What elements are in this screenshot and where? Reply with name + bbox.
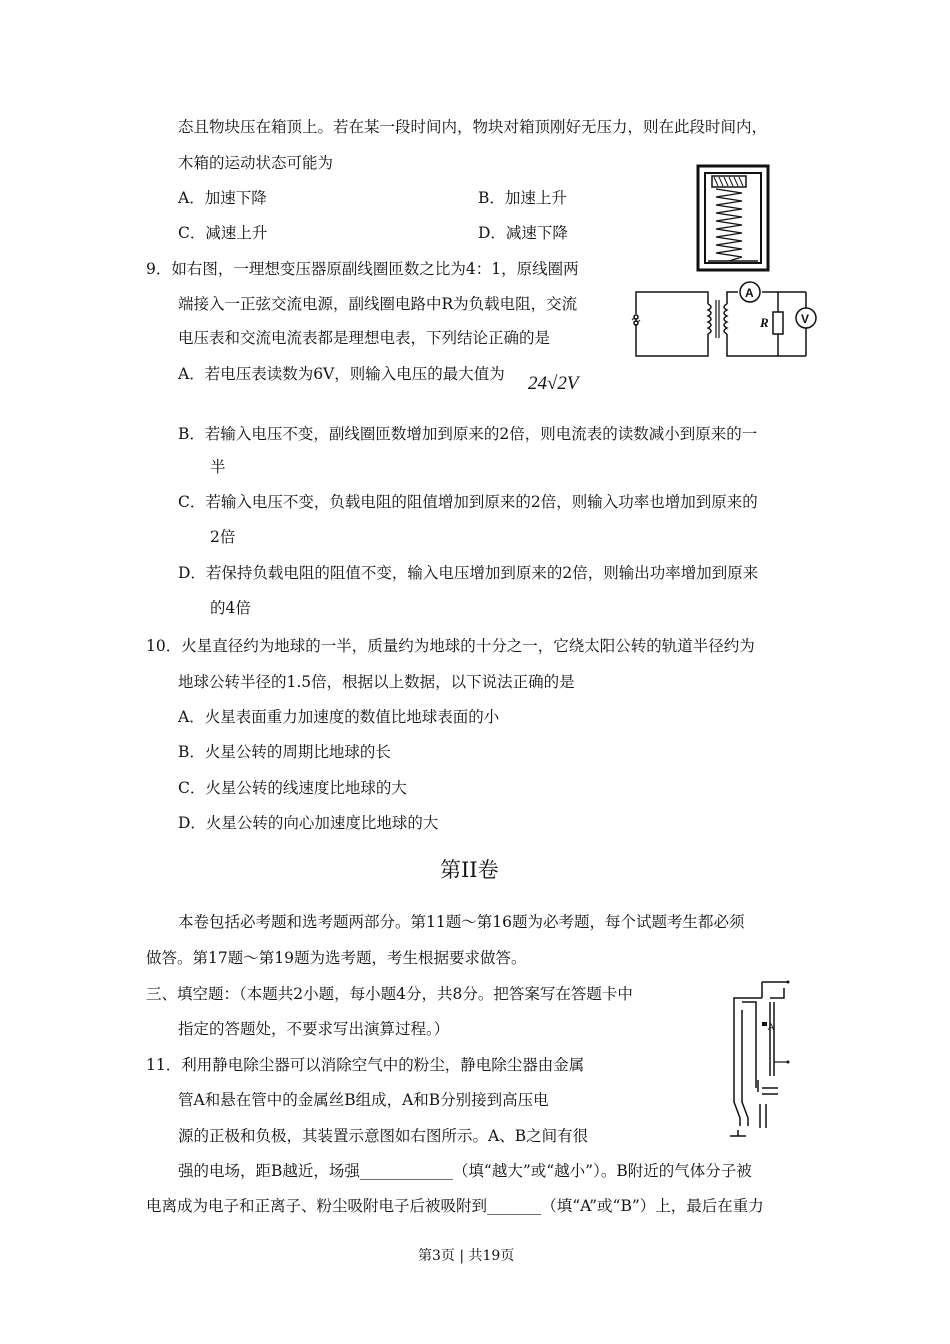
part2-title: 第II卷: [440, 858, 499, 882]
part2-intro-line1: 本卷包括必考题和选考题两部分。第11题～第16题为必考题，每个试题考生都必须: [178, 913, 745, 931]
precipitator-figure: [722, 976, 804, 1138]
part2-intro-line2: 做答。第17题～第19题为选考题，考生根据要求做答。: [146, 949, 527, 967]
ammeter-label: A: [745, 286, 754, 300]
q9-option-a-text: A．若电压表读数为6V，则输入电压的最大值为: [178, 365, 505, 383]
q8-option-b: B．加速上升: [478, 189, 567, 207]
transformer-circuit-figure: [628, 276, 824, 360]
q9-option-b-line1: B．若输入电压不变，副线圈匝数增加到原来的2倍，则电流表的读数减小到原来的一: [178, 425, 758, 443]
section3-line2: 指定的答题处，不要求写出演算过程。）: [178, 1020, 450, 1038]
q11-line5: 电离成为电子和正离子、粉尘吸附电子后被吸附到_______（填“A”或“B”）上，最后在重力: [146, 1197, 764, 1215]
precipitator-label-a: A: [768, 1022, 775, 1032]
q11-line1: 11．利用静电除尘器可以消除空气中的粉尘，静电除尘器由金属: [146, 1056, 585, 1074]
q9-stem-line3: 电压表和交流电流表都是理想电表，下列结论正确的是: [178, 329, 551, 347]
voltmeter-label: V: [801, 312, 810, 326]
section3-line1: 三、填空题：（本题共2小题，每小题4分，共8分。把答案写在答题卡中: [146, 985, 633, 1003]
q11-line3: 源的正极和负极，其装置示意图如右图所示。A、B之间有很: [178, 1127, 589, 1145]
q9-option-c-line1: C．若输入电压不变，负载电阻的阻值增加到原来的2倍，则输入功率也增加到原来的: [178, 493, 758, 511]
q9-option-d-line2: 的4倍: [210, 599, 251, 617]
q10-stem-line2: 地球公转半径的1.5倍，根据以上数据，以下说法正确的是: [178, 673, 575, 691]
resistor-label: R: [760, 315, 769, 330]
q11-line2: 管A和悬在管中的金属丝B组成，A和B分别接到高压电: [178, 1091, 549, 1109]
q8-stem-line2: 木箱的运动状态可能为: [178, 154, 334, 172]
q8-stem-line1: 态且物块压在箱顶上。若在某一段时间内，物块对箱顶刚好无压力，则在此段时间内，: [178, 118, 768, 136]
q9-stem-line1: 9．如右图，一理想变压器原副线圈匝数之比为4：1，原线圈两: [146, 260, 579, 278]
q9-option-a-value: 24√2V: [528, 373, 579, 394]
q10-option-d: D．火星公转的向心加速度比地球的大: [178, 814, 439, 832]
q8-option-c: C．减速上升: [178, 224, 268, 242]
q9-option-a: [178, 364, 505, 384]
q10-option-b: B．火星公转的周期比地球的长: [178, 743, 391, 761]
q9-option-d-line1: D．若保持负载电阻的阻值不变，输入电压增加到原来的2倍，则输出功率增加到原来: [178, 564, 759, 582]
q10-stem-line1: 10．火星直径约为地球的一半，质量约为地球的十分之一，它绕太阳公转的轨道半径约为: [146, 637, 755, 655]
page-footer: 第3页 | 共19页: [418, 1248, 515, 1264]
box-spring-figure: [696, 164, 770, 272]
q9-option-b-line2: 半: [210, 458, 226, 476]
q9-stem-line2: 端接入一正弦交流电源，副线圈电路中R为负载电阻，交流: [178, 295, 578, 313]
q9-option-c-line2: 2倍: [210, 528, 236, 546]
q11-line4: 强的电场，距B越近，场强____________（填“越大”或“越小”）。B附近的气体分子被: [178, 1162, 752, 1180]
q8-option-d: D．减速下降: [478, 224, 568, 242]
q8-option-a: A．加速下降: [178, 189, 267, 207]
q10-option-c: C．火星公转的线速度比地球的大: [178, 779, 407, 797]
q10-option-a: A．火星表面重力加速度的数值比地球表面的小: [178, 708, 500, 726]
